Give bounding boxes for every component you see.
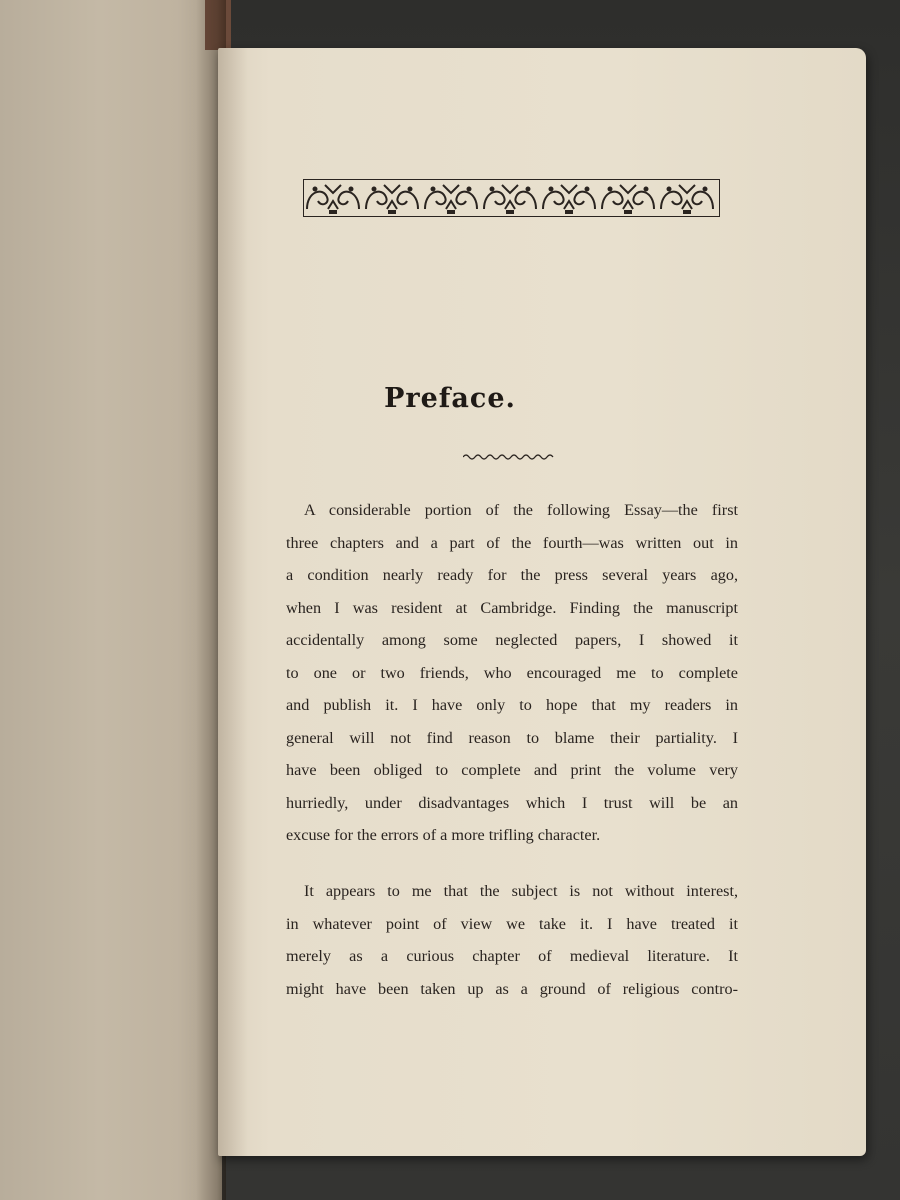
text-line: three chapters and a part of the fourth—was written out in: [286, 533, 738, 552]
wavy-rule-icon: [463, 452, 555, 462]
gutter-shade: [218, 48, 248, 1156]
paragraph-2: [286, 875, 738, 1005]
text-line: when I was resident at Cambridge. Finding the manuscript: [286, 598, 738, 617]
text-line: hurriedly, under disadvantages which I trust will be an: [286, 793, 738, 812]
ornamental-headpiece-icon: [303, 179, 720, 217]
text-line: accidentally among some neglected papers, I showed it: [286, 631, 738, 649]
text-line: might have been taken up as a ground of religious contro-: [286, 979, 738, 998]
text-line: and publish it. I have only to hope that my readers in: [286, 696, 738, 714]
text-line: have been obliged to complete and print the volume very: [286, 761, 738, 779]
text-line: merely as a curious chapter of medieval literature. It: [286, 947, 738, 965]
page-title: Preface.: [384, 383, 516, 414]
text-line: general will not find reason to blame their partiality. I: [286, 728, 738, 747]
text-line: excuse for the errors of a more trifling character.: [286, 826, 601, 844]
text-line: to one or two friends, who encouraged me to complete: [286, 663, 738, 682]
text-line: in whatever point of view we take it. I have treated it: [286, 914, 738, 933]
left-page: [0, 0, 222, 1200]
text-line: It appears to me that the subject is not without interest,: [304, 882, 738, 900]
text-line: a condition nearly ready for the press several years ago,: [286, 566, 738, 584]
text-line: A considerable portion of the following Essay—the first: [304, 501, 738, 519]
paragraph-1: [286, 494, 738, 852]
